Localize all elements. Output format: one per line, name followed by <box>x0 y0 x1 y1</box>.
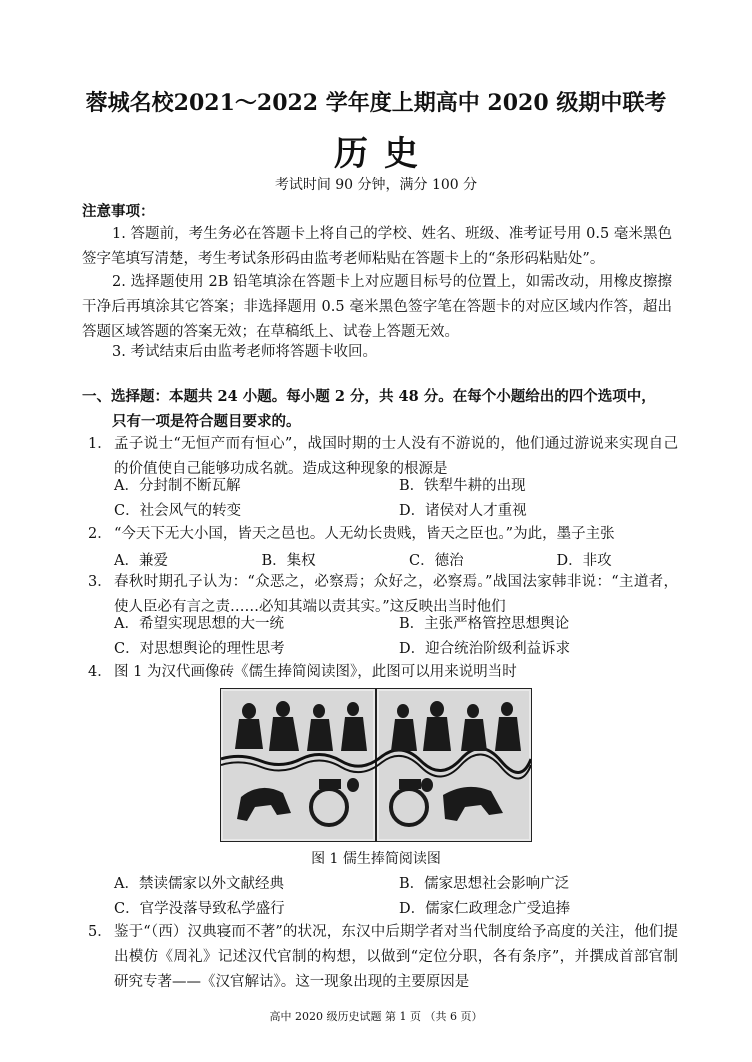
option-b: B．集权 <box>261 553 316 569</box>
option-c: C．社会风气的转变 <box>114 503 242 519</box>
question-4-options <box>114 872 684 922</box>
question-stem: “今天下无大小国，皆天之邑也。人无幼长贵贱，皆天之臣也。”为此，墨子主张 <box>114 526 615 542</box>
option-d: D．非攻 <box>556 553 612 569</box>
page-footer: 高中 2020 级历史试题 第 1 页 （共 6 页） <box>269 1010 483 1023</box>
notice-item-2: 2. 选择题使用 2B 铅笔填涂在答题卡上对应题目标号的位置上，如需改动，用橡皮擦擦干净后再填涂其它答案；非选择题用 0.5 毫米黑色签字笔在答题卡的对应区域内作答，超出答题区域答题的答案无效；在草稿纸上、试卷上答题无效。 <box>82 274 672 340</box>
option-c: C．对思想舆论的理性思考 <box>114 641 285 657</box>
question-stem: 春秋时期孔子认为：“众恶之，必察焉；众好之，必察焉。”战国法家韩非说：“主道者，使人臣必有言之责……必知其端以责其实。”这反映出当时他们 <box>114 574 678 615</box>
option-a: A．兼爱 <box>114 553 168 569</box>
option-a: A．分封制不断瓦解 <box>114 478 241 494</box>
section-heading <box>82 384 682 434</box>
question-number: 1． <box>88 436 112 452</box>
option-d: D．迎合统治阶级利益诉求 <box>399 641 571 657</box>
question-stem: 图 1 为汉代画像砖《儒生捧简阅读图》，此图可以用来说明当时 <box>114 664 517 680</box>
question-1-options <box>114 474 684 524</box>
notice-item-1: 1. 答题前，考生务必在答题卡上将自己的学校、姓名、班级、准考证号用 0.5 毫米黑色签字笔填写清楚，考生考试条形码由监考老师粘贴在答题卡上的“条形码粘贴处”。 <box>82 226 672 267</box>
option-a: A．希望实现思想的大一统 <box>114 616 284 632</box>
question-2-options <box>114 549 704 570</box>
question-number: 5． <box>88 924 112 940</box>
question-stem: 孟子说士“无恒产而有恒心”，战国时期的士人没有不游说的，他们通过游说来实现自己的价值使自己能够功成名就。造成这种现象的根源是 <box>114 436 678 477</box>
figure-1-caption: 图 1 儒生捧简阅读图 <box>311 851 441 867</box>
option-c: C．官学没落导致私学盛行 <box>114 901 285 917</box>
option-b: B．儒家思想社会影响广泛 <box>399 876 570 892</box>
rubbing-illustration <box>221 689 531 841</box>
question-number: 3． <box>88 574 112 590</box>
question-number: 2． <box>88 526 112 542</box>
question-5 <box>88 920 678 995</box>
exam-title: 蓉城名校2021～2022 学年度上期高中 2020 级期中联考 <box>85 90 667 116</box>
option-b: B．主张严格管控思想舆论 <box>399 616 570 632</box>
question-4 <box>88 660 678 685</box>
question-stem: 鉴于“（西）汉典寝而不著”的状况，东汉中后期学者对当代制度给予高度的关注，他们提出模仿《周礼》记述汉代官制的构想，以做到“定位分职，各有条序”，并撰成首部官制研究专著——《汉官解诂》。这一现象出现的主要原因是 <box>114 924 678 990</box>
option-d: D．儒家仁政理念广受追捧 <box>399 901 571 917</box>
question-2 <box>88 522 678 547</box>
subject-title: 历史 <box>334 134 434 174</box>
notice-heading: 注意事项： <box>82 203 155 220</box>
question-number: 4． <box>88 664 112 680</box>
section-heading-line1: 一、选择题：本题共 24 小题。每小题 2 分，共 48 分。在每个小题给出的四个选项中， <box>82 388 656 405</box>
option-b: B．铁犁牛耕的出现 <box>399 478 526 494</box>
question-3-options <box>114 612 684 662</box>
option-d: D．诸侯对人才重视 <box>399 503 527 519</box>
figure-1-rubbing-image <box>220 688 532 842</box>
exam-info: 考试时间 90 分钟，满分 100 分 <box>274 177 478 193</box>
option-c: C．德治 <box>409 553 464 569</box>
option-a: A．禁读儒家以外文献经典 <box>114 876 284 892</box>
section-heading-line2: 只有一项是符合题目要求的。 <box>112 413 301 430</box>
notice-item-3: 3. 考试结束后由监考老师将答题卡收回。 <box>112 344 377 360</box>
